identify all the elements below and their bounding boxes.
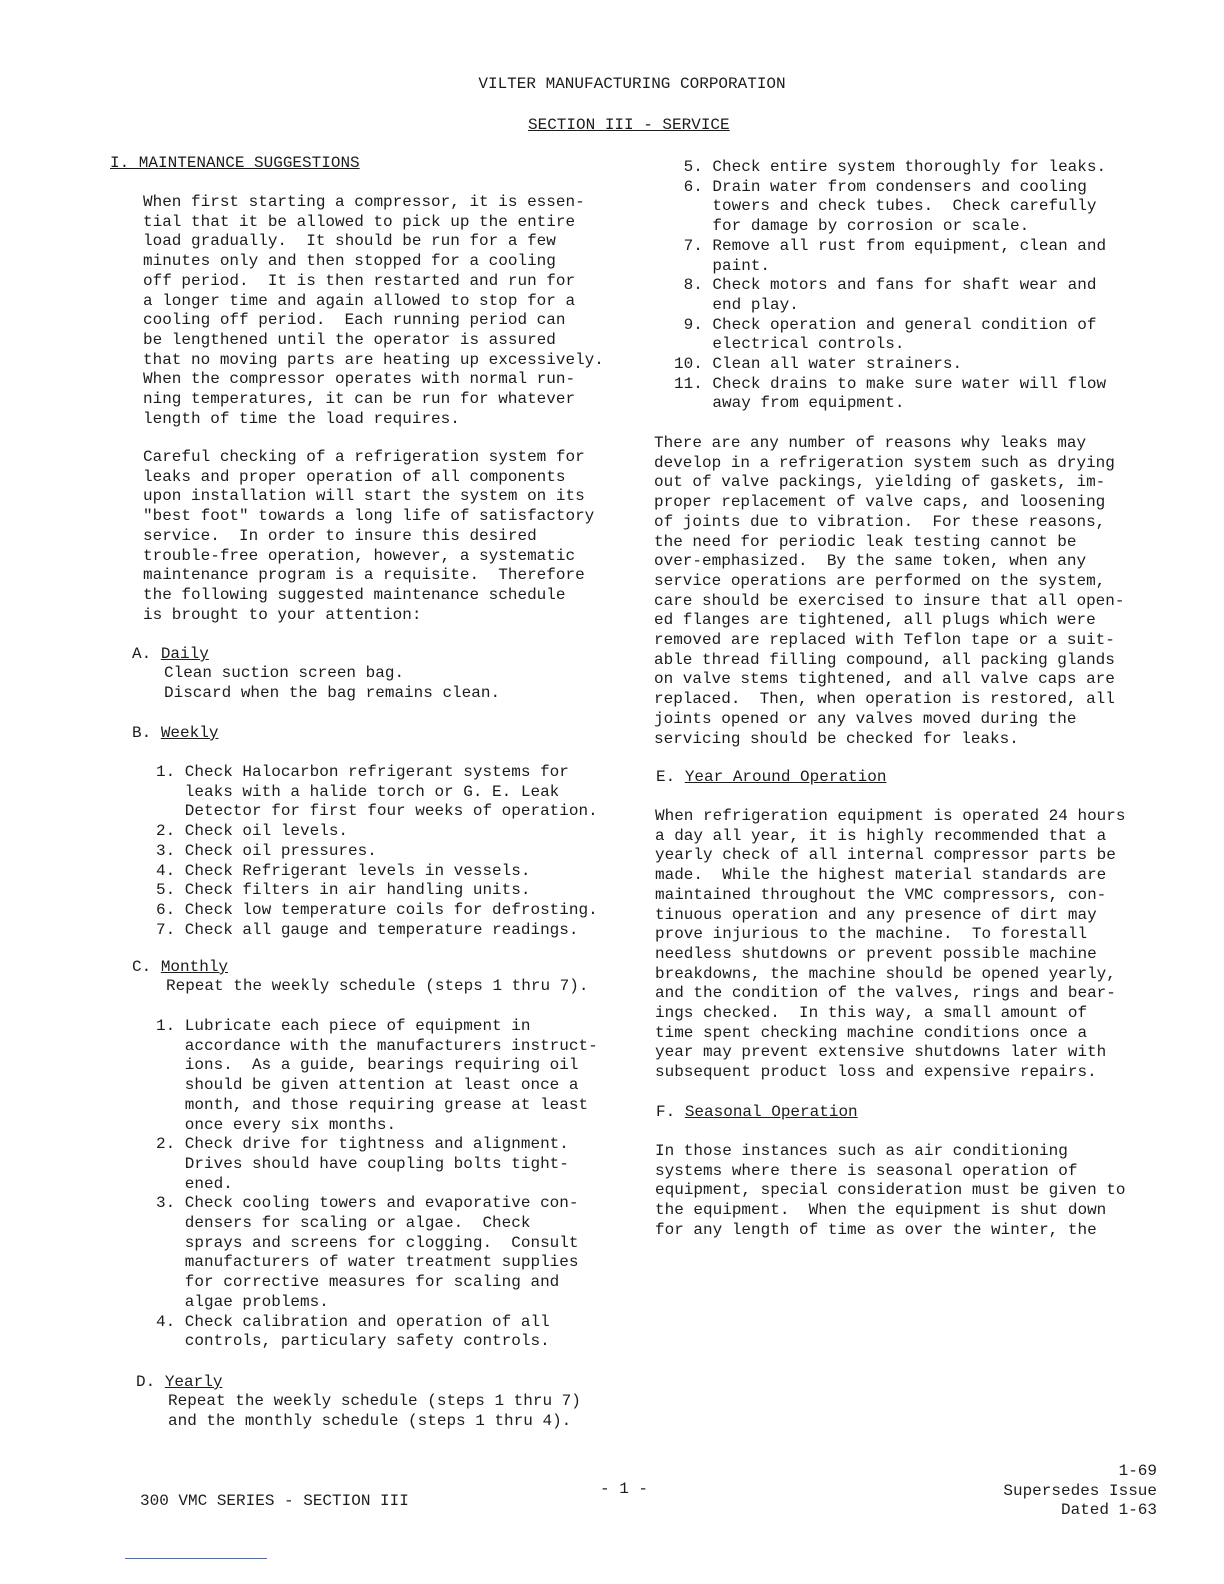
issue-date: 1-69 (1118, 1462, 1157, 1480)
year-around-title: Year Around Operation (684, 768, 887, 786)
year-around-heading (656, 768, 886, 788)
footer-issue (990, 1462, 1157, 1521)
supersedes-label: Supersedes Issue (1003, 1481, 1157, 1500)
yearly-heading (136, 1373, 222, 1393)
yearly-letter: D. (136, 1373, 165, 1391)
year-around-text: When refrigeration equipment is operated 24 hours a day all year, it is highly recommended that a yearly check of all internal compressor parts be made. While the highest material standards are maintained throughout the VMC compressors, con- tinuous operation and any presence of dirt may prove injurious to the machine. To forestall needless shutdowns or prevent possible machine breakdowns, the machine should be opened yearly, and the condition of the valves, rings and bear- ings checked. In this way, a small amount of time spent checking machine conditions once a year may prevent extensive shutdowns later with subsequent product loss and expensive repairs. (655, 807, 1126, 1082)
maintenance-heading (110, 154, 360, 174)
company-header: VILTER MANUFACTURING CORPORATION (478, 75, 786, 93)
footer-series: 300 VMC SERIES - SECTION III (140, 1492, 409, 1510)
yearly-items: 5. Check entire system thoroughly for leaks. 6. Drain water from condensers and cooling towers and check tubes. Check carefully for damage by corrosion or scale. 7. Remove all rust from equipment, clean and paint. 8. Check motors and fans for shaft wear and end play. 9. Check operation and general condition of electrical controls. 10. Clean all water strainers. 11. Check drains to make sure water will flow away from equipment. (674, 158, 1107, 413)
maintenance-heading-text: I. MAINTENANCE SUGGESTIONS (110, 154, 360, 172)
monthly-text: Repeat the weekly schedule (steps 1 thru 7). (166, 977, 589, 995)
section-title: SECTION III - SERVICE (528, 116, 730, 134)
weekly-heading (132, 724, 218, 744)
footer-divider (125, 1558, 267, 1559)
seasonal-heading (656, 1103, 858, 1123)
seasonal-text: In those instances such as air conditioning systems where there is seasonal operation of equipment, special consideration must be given to the equipment. When the equipment is shut down for any length of time as over the winter, the (655, 1142, 1126, 1239)
weekly-items: 1. Check Halocarbon refrigerant systems for leaks with a halide torch or G. E. Leak Detector for first four weeks of operation. 2. Check oil levels. 3. Check oil pressures. 4. Check Refrigerant levels in vessels. 5. Check filters in air handling units. 6. Check low temperature coils for defrosting. 7. Check all gauge and temperature readings. (156, 763, 598, 939)
monthly-title: Monthly (160, 958, 229, 976)
yearly-text: Repeat the weekly schedule (steps 1 thru 7) and the monthly schedule (steps 1 thru 4). (168, 1392, 581, 1430)
daily-letter: A. (132, 645, 161, 663)
weekly-title: Weekly (160, 724, 219, 742)
monthly-heading (132, 958, 228, 978)
yearly-title: Yearly (164, 1373, 223, 1391)
daily-title: Daily (160, 645, 209, 663)
intro-paragraph-2: Careful checking of a refrigeration system for leaks and proper operation of all components upon installation will start the system on its "best foot" towards a long life of satisfactory service. In order to insure this desired trouble-free operation, however, a systematic maintenance program is a requisite. Therefore the following suggested maintenance schedule is brought to your attention: (143, 448, 595, 624)
daily-text: Clean suction screen bag. Discard when the bag remains clean. (164, 664, 501, 702)
dated-label: Dated 1-63 (1060, 1501, 1157, 1520)
page-number: - 1 - (600, 1480, 649, 1498)
year-around-letter: E. (656, 768, 685, 786)
seasonal-letter: F. (656, 1103, 685, 1121)
daily-heading (132, 645, 209, 665)
monthly-items: 1. Lubricate each piece of equipment in accordance with the manufacturers instruct- ions. As a guide, bearings requiring oil should be given attention at least once a month, and those requiring grease at least once every six months. 2. Check drive for tightness and alignment. Drives should have coupling bolts tight- ened. 3. Check cooling towers and evaporative con- densers for scaling or algae. Check sprays and screens for clogging. Consult manufacturers of water treatment supplies for corrective measures for scaling and algae problems. 4. Check calibration and operation of all controls, particulary safety controls. (156, 1017, 598, 1351)
monthly-letter: C. (132, 958, 161, 976)
leaks-paragraph: There are any number of reasons why leaks may develop in a refrigeration system such as drying out of valve packings, yielding of gaskets, im- proper replacement of valve caps, and loosening of joints due to vibration. For these reasons, the need for periodic leak testing cannot be over-emphasized. By the same token, when any service operations are performed on the system, care should be exercised to insure that all open- ed flanges are tightened, all plugs which were removed are replaced with Teflon tape or a suit- able thread filling compound, all packing glands on valve stems tightened, and all valve caps are replaced. Then, when operation is restored, all joints opened or any valves moved during the servicing should be checked for leaks. (654, 434, 1125, 748)
seasonal-title: Seasonal Operation (684, 1103, 858, 1121)
intro-paragraph-1: When first starting a compressor, it is essen- tial that it be allowed to pick up the entire load gradually. It should be run for a few minutes only and then stopped for a cooling off period. It is then restarted and run for a longer time and again allowed to stop for a cooling off period. Each running period can be lengthened until the operator is assured that no moving parts are heating up excessively. When the compressor operates with normal run- ning temperatures, it can be run for whatever length of time the load requires. (143, 193, 604, 428)
weekly-letter: B. (132, 724, 161, 742)
